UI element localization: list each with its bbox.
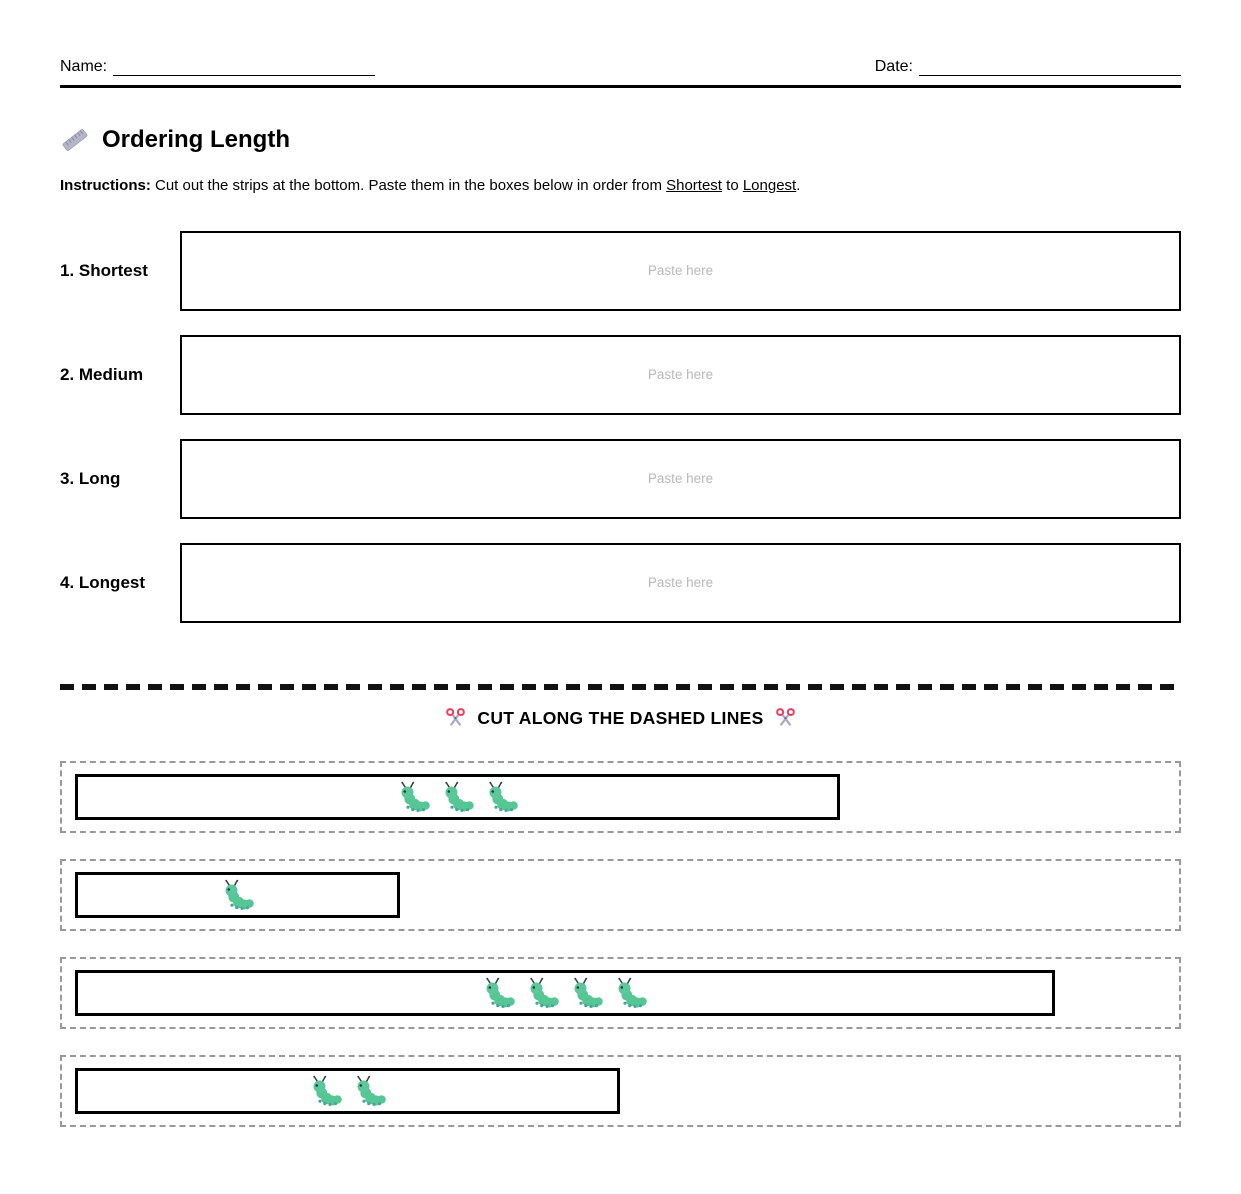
cut-heading — [60, 706, 1181, 731]
paste-placeholder: Paste here — [647, 367, 714, 382]
paste-label-long: 3. Long — [60, 468, 121, 488]
paste-label-medium: 2. Medium — [60, 364, 144, 384]
caterpillar-icon — [352, 1073, 388, 1109]
length-strip — [75, 774, 840, 820]
instructions-text — [60, 176, 1181, 196]
date-label: Date: — [874, 58, 913, 75]
caterpillar-icon — [440, 779, 476, 815]
caterpillar-icon — [308, 1073, 344, 1109]
header-row — [60, 58, 1181, 76]
caterpillar-icon — [525, 975, 561, 1011]
cut-strip-container — [60, 957, 1181, 1029]
paste-placeholder: Paste here — [647, 263, 714, 278]
paste-row-longest — [60, 543, 1181, 623]
date-blank-line — [919, 60, 1181, 76]
paste-box-longest — [180, 543, 1181, 623]
paste-row-medium — [60, 335, 1181, 415]
caterpillar-icon — [569, 975, 605, 1011]
instructions-word-longest: Longest — [742, 177, 797, 194]
paste-placeholder: Paste here — [647, 471, 714, 486]
paste-box-medium — [180, 335, 1181, 415]
paste-placeholder: Paste here — [647, 575, 714, 590]
instructions-middle: to — [721, 177, 743, 194]
page-title: Ordering Length — [102, 126, 290, 153]
caterpillar-icon — [613, 975, 649, 1011]
cut-heading-text: CUT ALONG THE DASHED LINES — [477, 707, 764, 728]
paste-row-shortest — [60, 231, 1181, 311]
name-blank-line — [113, 60, 375, 76]
paste-boxes-section — [60, 231, 1181, 623]
cut-strip-container — [60, 1055, 1181, 1127]
length-strip — [75, 970, 1055, 1016]
cut-strip-container — [60, 859, 1181, 931]
instructions-label: Instructions: — [60, 177, 151, 194]
length-strip — [75, 1068, 620, 1114]
ruler-icon — [60, 125, 90, 155]
caterpillar-icon — [220, 877, 256, 913]
paste-box-long — [180, 439, 1181, 519]
scissors-icon — [773, 706, 798, 731]
instructions-end: . — [796, 177, 801, 194]
cut-strips-section — [60, 761, 1181, 1127]
paste-row-long — [60, 439, 1181, 519]
header-divider — [60, 85, 1181, 88]
paste-box-shortest — [180, 231, 1181, 311]
cut-dashed-separator — [60, 684, 1181, 690]
date-field-group — [875, 58, 1181, 76]
caterpillar-icon — [481, 975, 517, 1011]
instructions-before: Cut out the strips at the bottom. Paste them in the boxes below in order from — [150, 177, 667, 194]
length-strip — [75, 872, 400, 918]
paste-label-longest: 4. Longest — [60, 572, 146, 592]
name-field-group — [60, 58, 375, 76]
caterpillar-icon — [484, 779, 520, 815]
name-label: Name: — [60, 58, 108, 75]
scissors-icon — [443, 706, 468, 731]
caterpillar-icon — [396, 779, 432, 815]
cut-strip-container — [60, 761, 1181, 833]
paste-label-shortest: 1. Shortest — [60, 260, 148, 280]
title-row — [60, 125, 1181, 155]
instructions-word-shortest: Shortest — [666, 177, 722, 194]
